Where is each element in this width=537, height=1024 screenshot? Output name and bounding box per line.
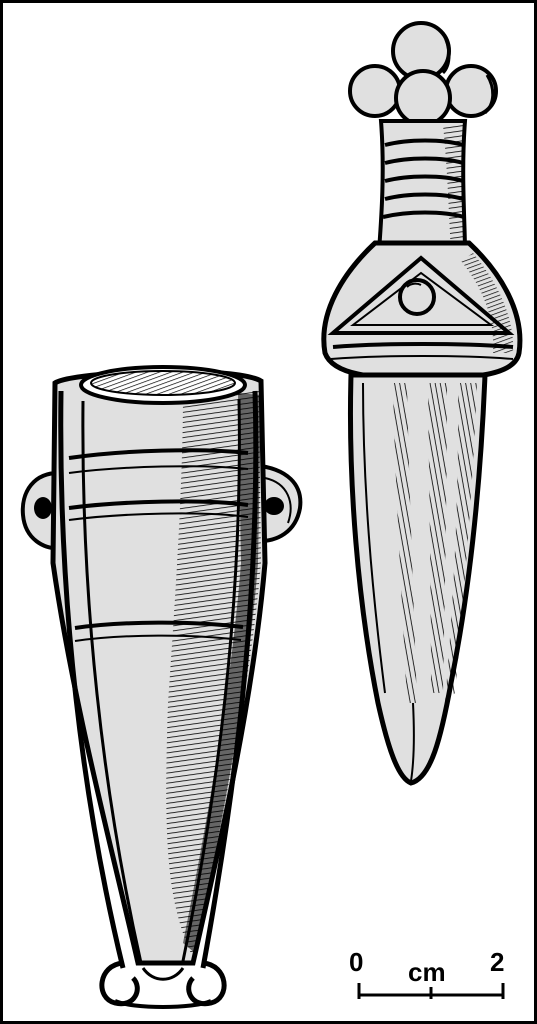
dagger: [324, 23, 520, 783]
scale-unit-label: cm: [408, 957, 446, 987]
scale-end-label: 2: [490, 947, 505, 977]
scale-start-label: 0: [349, 947, 364, 977]
scabbard-chape: [23, 367, 301, 1007]
artifact-drawing: [3, 3, 537, 1024]
